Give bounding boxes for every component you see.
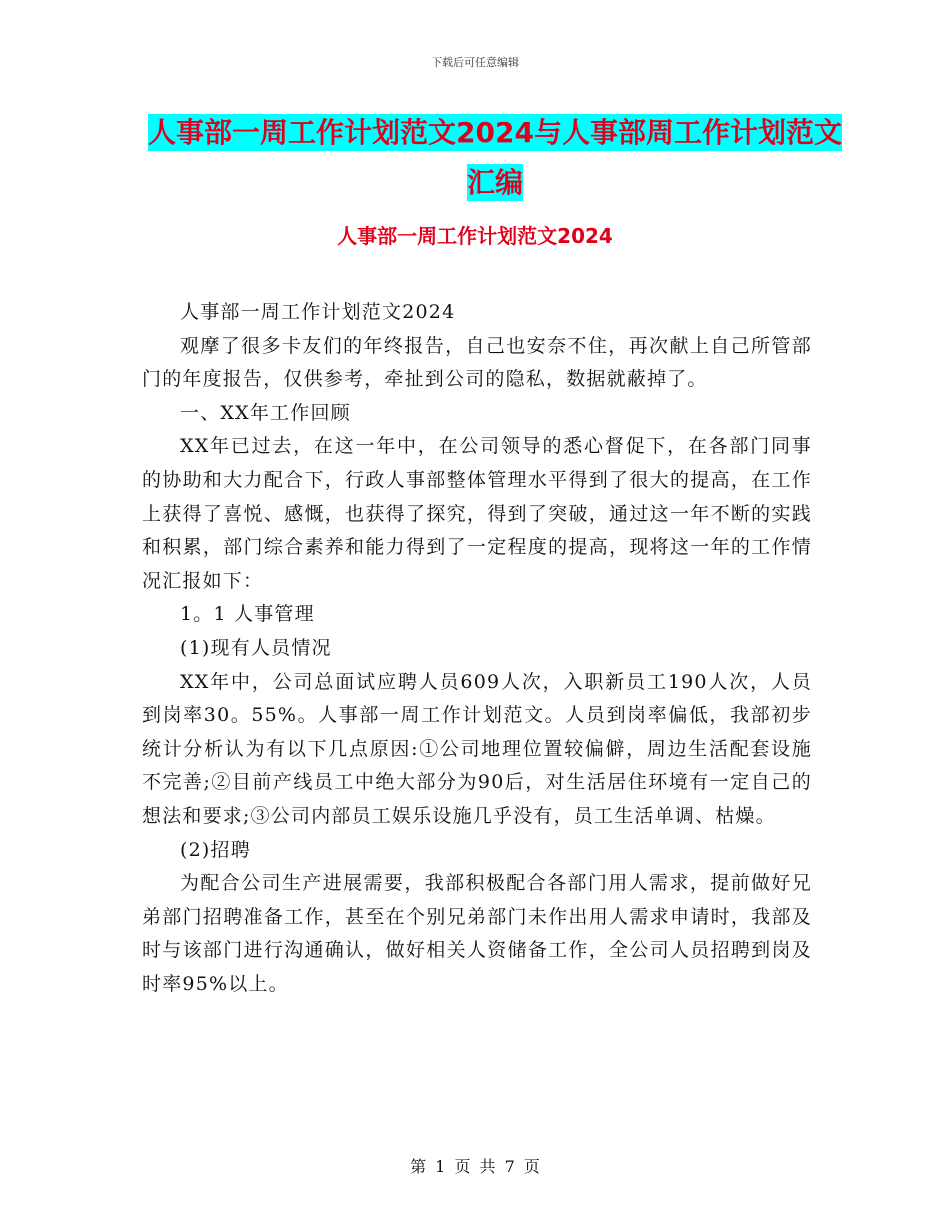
section-title: 人事部一周工作计划范文2024	[337, 224, 613, 248]
paragraph: 一、XX年工作回顾	[180, 401, 351, 424]
document-title-text: 人事部一周工作计划范文2024与人事部周工作计划范文汇编	[148, 116, 842, 199]
document-title	[140, 108, 850, 208]
paragraph: XX年已过去，在这一年中，在公司领导的悉心督促下，在各部门同事的协助和大力配合下，行政人事部整体管理水平得到了很大的提高，在工作上获得了喜悦、感慨，也获得了探究，得到了突破，通过这一年不断的实践和积累，部门综合素养和能力得到了一定程度的提高，现将这一年的工作情况汇报如下：	[142, 435, 812, 592]
document-body	[142, 296, 812, 1001]
paragraph: 观摩了很多卡友们的年终报告，自己也安奈不住，再次献上自己所管部门的年度报告，仅供参考，牵扯到公司的隐私，数据就蔽掉了。	[142, 334, 812, 391]
header-note: 下载后可任意编辑	[431, 56, 519, 69]
paragraph: (2)招聘	[180, 838, 251, 861]
paragraph: XX年中，公司总面试应聘人员609人次，入职新员工190人次，人员到岗率30。55%。人事部一周工作计划范文。人员到岗率偏低，我部初步统计分析认为有以下几点原因:①公司地理位置较偏僻，周边生活配套设施不完善;②目前产线员工中绝大部分为90后，对生活居住环境有一定自己的想法和要求;③公司内部员工娱乐设施几乎没有，员工生活单调、枯燥。	[142, 670, 812, 827]
page-number-footer: 第 1 页 共 7 页	[410, 1157, 540, 1176]
paragraph: (1)现有人员情况	[180, 636, 332, 659]
paragraph: 1。1 人事管理	[180, 603, 315, 626]
paragraph: 为配合公司生产进展需要，我部积极配合各部门用人需求，提前做好兄弟部门招聘准备工作，甚至在个别兄弟部门未作出用人需求申请时，我部及时与该部门进行沟通确认，做好相关人资储备工作，全公司人员招聘到岗及时率95%以上。	[142, 872, 812, 995]
paragraph: 人事部一周工作计划范文2024	[180, 301, 456, 323]
